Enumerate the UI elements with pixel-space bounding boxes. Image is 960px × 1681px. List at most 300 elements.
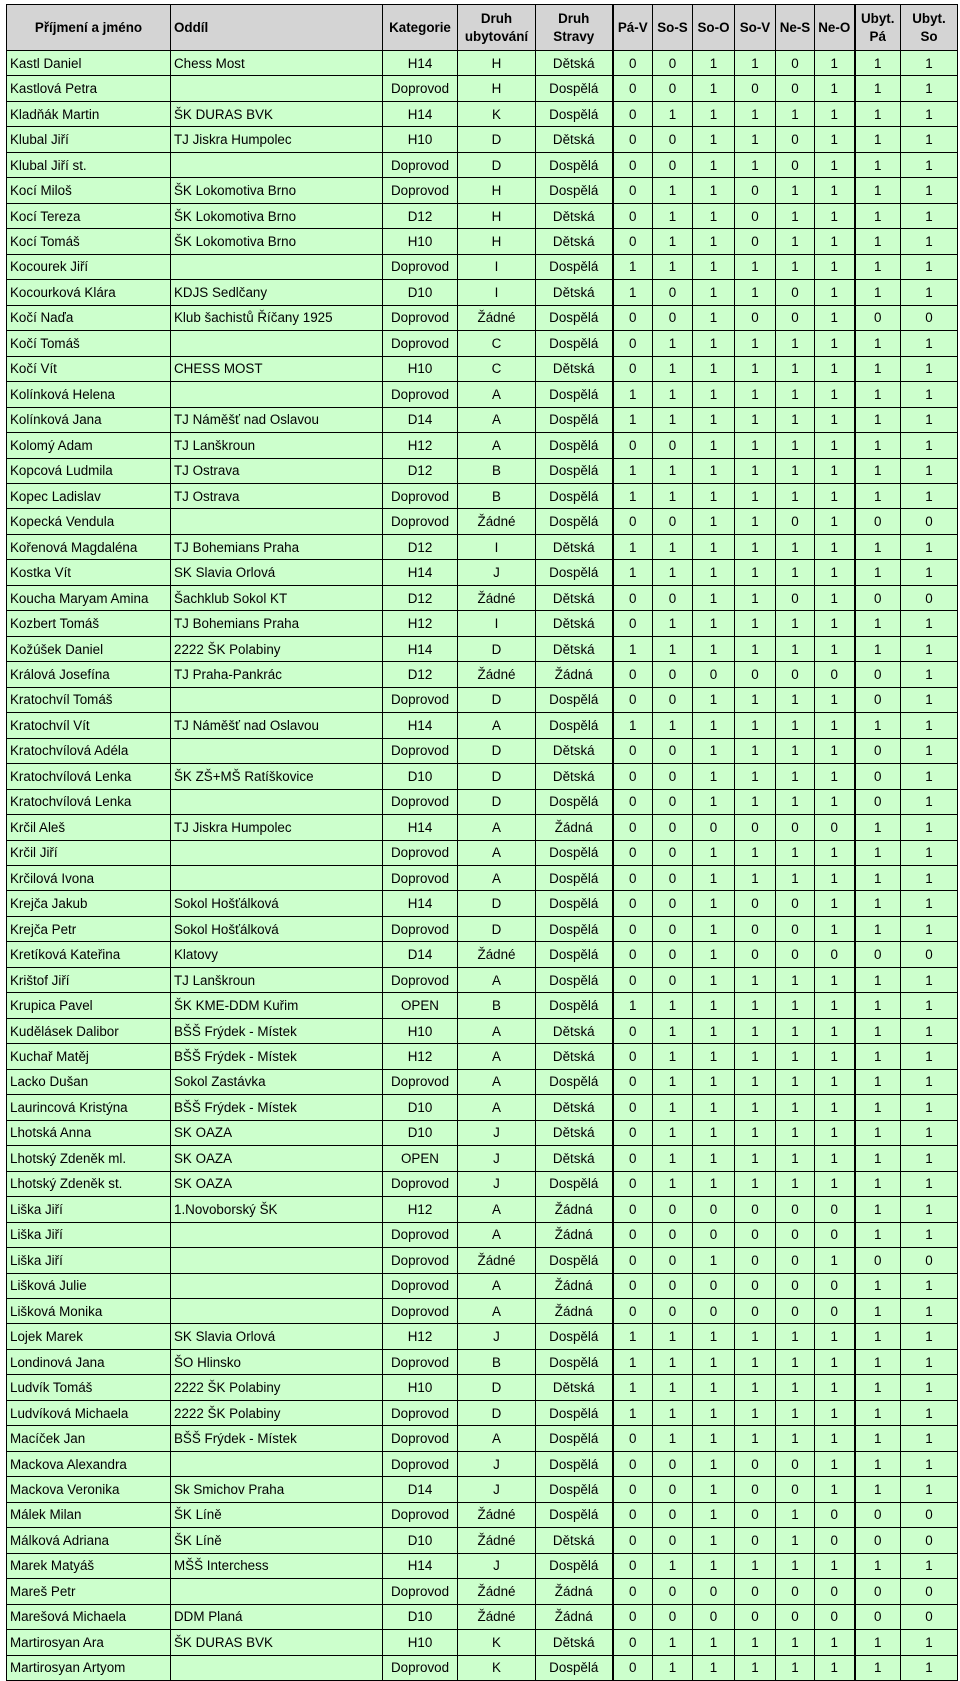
so-v-cell: 1 xyxy=(735,1655,776,1680)
club-cell: ŠK Lokomotiva Brno xyxy=(171,203,383,228)
ubyt-pa-cell: 1 xyxy=(855,407,901,432)
ne-s-cell: 0 xyxy=(776,1222,815,1247)
ubyt-pa-cell: 0 xyxy=(855,585,901,610)
ubyt-so-cell: 1 xyxy=(901,382,958,407)
accommodation-cell: Žádné xyxy=(458,1579,536,1604)
ne-s-cell: 1 xyxy=(776,356,815,381)
so-s-cell: 1 xyxy=(653,229,693,254)
pa-v-cell: 0 xyxy=(613,101,653,126)
club-cell: Klatovy xyxy=(171,942,383,967)
category-cell: H14 xyxy=(383,51,458,76)
table-row xyxy=(7,1630,958,1655)
name-cell: Mackova Alexandra xyxy=(7,1451,171,1476)
name-cell: Londinová Jana xyxy=(7,1349,171,1374)
category-cell: Doprovod xyxy=(383,509,458,534)
accommodation-cell: A xyxy=(458,1298,536,1323)
so-s-cell: 0 xyxy=(653,662,693,687)
so-s-cell: 1 xyxy=(653,1044,693,1069)
so-o-cell: 1 xyxy=(693,458,735,483)
category-cell: H14 xyxy=(383,560,458,585)
club-cell: ŠK Líně xyxy=(171,1528,383,1553)
category-cell: Doprovod xyxy=(383,866,458,891)
accommodation-cell: K xyxy=(458,101,536,126)
table-row xyxy=(7,331,958,356)
so-s-cell: 0 xyxy=(653,1298,693,1323)
name-cell: Kopecká Vendula xyxy=(7,509,171,534)
category-cell: Doprovod xyxy=(383,76,458,101)
so-s-cell: 1 xyxy=(653,1426,693,1451)
ne-s-cell: 1 xyxy=(776,203,815,228)
category-cell: Doprovod xyxy=(383,916,458,941)
ne-s-cell: 1 xyxy=(776,1069,815,1094)
pa-v-cell: 1 xyxy=(613,1400,653,1425)
meal-cell: Dospělá xyxy=(536,1502,613,1527)
meal-cell: Dospělá xyxy=(536,331,613,356)
meal-cell: Dospělá xyxy=(536,458,613,483)
accommodation-cell: A xyxy=(458,1222,536,1247)
name-cell: Macíček Jan xyxy=(7,1426,171,1451)
so-v-cell: 1 xyxy=(735,254,776,279)
accommodation-cell: J xyxy=(458,1553,536,1578)
pa-v-cell: 1 xyxy=(613,407,653,432)
ne-s-cell: 1 xyxy=(776,738,815,763)
name-cell: Ludvík Tomáš xyxy=(7,1375,171,1400)
name-cell: Lhotský Zdeněk st. xyxy=(7,1171,171,1196)
so-o-cell: 0 xyxy=(693,662,735,687)
ubyt-pa-cell: 1 xyxy=(855,229,901,254)
ne-o-cell: 1 xyxy=(815,76,855,101)
ne-s-cell: 0 xyxy=(776,815,815,840)
table-row xyxy=(7,356,958,381)
column-header-ne-o: Ne-O xyxy=(815,5,855,51)
category-cell: Doprovod xyxy=(383,1222,458,1247)
table-row xyxy=(7,1197,958,1222)
table-row xyxy=(7,1528,958,1553)
so-o-cell: 1 xyxy=(693,534,735,559)
accommodation-cell: D xyxy=(458,127,536,152)
category-cell: Doprovod xyxy=(383,1502,458,1527)
accommodation-cell: D xyxy=(458,687,536,712)
table-row xyxy=(7,152,958,177)
so-o-cell: 1 xyxy=(693,738,735,763)
so-s-cell: 1 xyxy=(653,1400,693,1425)
accommodation-cell: D xyxy=(458,891,536,916)
pa-v-cell: 0 xyxy=(613,331,653,356)
meal-cell: Dospělá xyxy=(536,1349,613,1374)
table-row xyxy=(7,1553,958,1578)
so-v-cell: 0 xyxy=(735,1298,776,1323)
pa-v-cell: 0 xyxy=(613,967,653,992)
table-row xyxy=(7,1069,958,1094)
ubyt-so-cell: 1 xyxy=(901,560,958,585)
pa-v-cell: 0 xyxy=(613,916,653,941)
so-s-cell: 1 xyxy=(653,331,693,356)
category-cell: Doprovod xyxy=(383,1171,458,1196)
category-cell: OPEN xyxy=(383,993,458,1018)
so-o-cell: 1 xyxy=(693,967,735,992)
table-row xyxy=(7,1248,958,1273)
name-cell: Krčil Jiří xyxy=(7,840,171,865)
so-s-cell: 1 xyxy=(653,1375,693,1400)
pa-v-cell: 0 xyxy=(613,840,653,865)
ubyt-so-cell: 1 xyxy=(901,331,958,356)
name-cell: Kretíková Kateřina xyxy=(7,942,171,967)
ubyt-so-cell: 0 xyxy=(901,942,958,967)
ne-o-cell: 1 xyxy=(815,713,855,738)
so-s-cell: 1 xyxy=(653,1553,693,1578)
name-cell: Krčilová Ivona xyxy=(7,866,171,891)
pa-v-cell: 0 xyxy=(613,1426,653,1451)
so-s-cell: 1 xyxy=(653,382,693,407)
so-v-cell: 1 xyxy=(735,51,776,76)
name-cell: Kopec Ladislav xyxy=(7,483,171,508)
so-s-cell: 1 xyxy=(653,101,693,126)
club-cell: TJ Náměšť nad Oslavou xyxy=(171,407,383,432)
meal-cell: Dospělá xyxy=(536,1426,613,1451)
so-o-cell: 1 xyxy=(693,713,735,738)
ne-s-cell: 0 xyxy=(776,1298,815,1323)
ubyt-so-cell: 0 xyxy=(901,1604,958,1629)
table-row xyxy=(7,1273,958,1298)
so-v-cell: 1 xyxy=(735,713,776,738)
table-row xyxy=(7,1120,958,1145)
accommodation-cell: Žádné xyxy=(458,1502,536,1527)
meal-cell: Dospělá xyxy=(536,560,613,585)
so-v-cell: 1 xyxy=(735,1324,776,1349)
accommodation-cell: D xyxy=(458,152,536,177)
meal-cell: Dospělá xyxy=(536,1171,613,1196)
ne-o-cell: 0 xyxy=(815,1502,855,1527)
so-o-cell: 1 xyxy=(693,305,735,330)
ne-s-cell: 0 xyxy=(776,916,815,941)
meal-cell: Dětská xyxy=(536,1095,613,1120)
accommodation-cell: I xyxy=(458,280,536,305)
ubyt-so-cell: 1 xyxy=(901,1298,958,1323)
pa-v-cell: 0 xyxy=(613,1553,653,1578)
ne-o-cell: 1 xyxy=(815,203,855,228)
meal-cell: Dospělá xyxy=(536,509,613,534)
ubyt-pa-cell: 1 xyxy=(855,967,901,992)
ubyt-so-cell: 1 xyxy=(901,1477,958,1502)
club-cell: 2222 ŠK Polabiny xyxy=(171,1375,383,1400)
category-cell: Doprovod xyxy=(383,1426,458,1451)
ne-s-cell: 0 xyxy=(776,662,815,687)
accommodation-cell: A xyxy=(458,1044,536,1069)
ne-s-cell: 1 xyxy=(776,1375,815,1400)
name-cell: Lhotský Zdeněk ml. xyxy=(7,1146,171,1171)
name-cell: Kozbert Tomáš xyxy=(7,611,171,636)
ubyt-so-cell: 1 xyxy=(901,1018,958,1043)
name-cell: Kastl Daniel xyxy=(7,51,171,76)
name-cell: Kratochvílová Lenka xyxy=(7,764,171,789)
ubyt-so-cell: 1 xyxy=(901,764,958,789)
ubyt-pa-cell: 1 xyxy=(855,382,901,407)
club-cell: ŠK KME-DDM Kuřim xyxy=(171,993,383,1018)
so-o-cell: 1 xyxy=(693,1426,735,1451)
accommodation-cell: B xyxy=(458,1349,536,1374)
club-cell xyxy=(171,1451,383,1476)
accommodation-cell: I xyxy=(458,534,536,559)
club-cell: ŠO Hlinsko xyxy=(171,1349,383,1374)
club-cell: TJ Ostrava xyxy=(171,458,383,483)
column-header-club: Oddíl xyxy=(171,5,383,51)
meal-cell: Žádná xyxy=(536,1579,613,1604)
pa-v-cell: 0 xyxy=(613,611,653,636)
so-s-cell: 1 xyxy=(653,458,693,483)
club-cell: SK OAZA xyxy=(171,1146,383,1171)
ubyt-so-cell: 1 xyxy=(901,967,958,992)
accommodation-cell: Žádné xyxy=(458,509,536,534)
table-row xyxy=(7,1502,958,1527)
table-row xyxy=(7,254,958,279)
table-row xyxy=(7,738,958,763)
ubyt-pa-cell: 1 xyxy=(855,127,901,152)
table-row xyxy=(7,1426,958,1451)
ubyt-so-cell: 1 xyxy=(901,483,958,508)
ubyt-so-cell: 1 xyxy=(901,1171,958,1196)
ubyt-so-cell: 1 xyxy=(901,1146,958,1171)
ubyt-pa-cell: 0 xyxy=(855,305,901,330)
club-cell xyxy=(171,1298,383,1323)
meal-cell: Žádná xyxy=(536,1604,613,1629)
pa-v-cell: 1 xyxy=(613,382,653,407)
ne-o-cell: 1 xyxy=(815,866,855,891)
so-v-cell: 1 xyxy=(735,585,776,610)
ubyt-pa-cell: 1 xyxy=(855,1273,901,1298)
category-cell: Doprovod xyxy=(383,789,458,814)
ubyt-pa-cell: 1 xyxy=(855,1095,901,1120)
meal-cell: Dětská xyxy=(536,203,613,228)
name-cell: Králová Josefína xyxy=(7,662,171,687)
table-row xyxy=(7,636,958,661)
club-cell xyxy=(171,509,383,534)
ne-o-cell: 0 xyxy=(815,1222,855,1247)
pa-v-cell: 0 xyxy=(613,1630,653,1655)
table-row xyxy=(7,967,958,992)
so-v-cell: 1 xyxy=(735,866,776,891)
pa-v-cell: 0 xyxy=(613,1171,653,1196)
so-s-cell: 1 xyxy=(653,1069,693,1094)
ubyt-so-cell: 1 xyxy=(901,51,958,76)
ne-o-cell: 1 xyxy=(815,483,855,508)
column-header-pa-v: Pá-V xyxy=(613,5,653,51)
so-v-cell: 1 xyxy=(735,1171,776,1196)
pa-v-cell: 0 xyxy=(613,789,653,814)
ne-o-cell: 1 xyxy=(815,789,855,814)
ne-s-cell: 1 xyxy=(776,611,815,636)
so-o-cell: 1 xyxy=(693,1502,735,1527)
ne-s-cell: 0 xyxy=(776,1273,815,1298)
ubyt-pa-cell: 1 xyxy=(855,916,901,941)
club-cell xyxy=(171,152,383,177)
ubyt-so-cell: 1 xyxy=(901,76,958,101)
table-row xyxy=(7,815,958,840)
ubyt-so-cell: 1 xyxy=(901,866,958,891)
meal-cell: Dospělá xyxy=(536,789,613,814)
meal-cell: Dospělá xyxy=(536,1451,613,1476)
accommodation-table xyxy=(6,4,958,1681)
category-cell: Doprovod xyxy=(383,1069,458,1094)
table-row xyxy=(7,585,958,610)
so-v-cell: 1 xyxy=(735,687,776,712)
accommodation-cell: D xyxy=(458,738,536,763)
club-cell xyxy=(171,866,383,891)
ubyt-pa-cell: 1 xyxy=(855,1324,901,1349)
pa-v-cell: 0 xyxy=(613,1222,653,1247)
ne-o-cell: 1 xyxy=(815,433,855,458)
ubyt-so-cell: 1 xyxy=(901,815,958,840)
so-o-cell: 1 xyxy=(693,891,735,916)
name-cell: Kočí Naďa xyxy=(7,305,171,330)
meal-cell: Dětská xyxy=(536,611,613,636)
accommodation-cell: J xyxy=(458,1451,536,1476)
ubyt-so-cell: 1 xyxy=(901,407,958,432)
name-cell: Kožúšek Daniel xyxy=(7,636,171,661)
ne-s-cell: 1 xyxy=(776,967,815,992)
name-cell: Kratochvíl Tomáš xyxy=(7,687,171,712)
ubyt-pa-cell: 0 xyxy=(855,687,901,712)
category-cell: D10 xyxy=(383,1528,458,1553)
meal-cell: Dospělá xyxy=(536,254,613,279)
pa-v-cell: 0 xyxy=(613,891,653,916)
name-cell: Málková Adriana xyxy=(7,1528,171,1553)
ubyt-so-cell: 1 xyxy=(901,891,958,916)
table-row xyxy=(7,1222,958,1247)
accommodation-cell: A xyxy=(458,1095,536,1120)
ubyt-so-cell: 0 xyxy=(901,1502,958,1527)
ne-s-cell: 1 xyxy=(776,433,815,458)
ubyt-pa-cell: 0 xyxy=(855,789,901,814)
so-v-cell: 0 xyxy=(735,1197,776,1222)
ne-o-cell: 1 xyxy=(815,1044,855,1069)
so-s-cell: 0 xyxy=(653,152,693,177)
ne-o-cell: 0 xyxy=(815,1298,855,1323)
club-cell xyxy=(171,331,383,356)
category-cell: D12 xyxy=(383,662,458,687)
ubyt-pa-cell: 1 xyxy=(855,356,901,381)
so-v-cell: 1 xyxy=(735,433,776,458)
meal-cell: Dospělá xyxy=(536,1655,613,1680)
pa-v-cell: 1 xyxy=(613,483,653,508)
club-cell: TJ Jiskra Humpolec xyxy=(171,815,383,840)
so-v-cell: 0 xyxy=(735,1477,776,1502)
so-v-cell: 1 xyxy=(735,840,776,865)
name-cell: Lišková Julie xyxy=(7,1273,171,1298)
ubyt-pa-cell: 1 xyxy=(855,1222,901,1247)
so-v-cell: 1 xyxy=(735,738,776,763)
so-s-cell: 1 xyxy=(653,560,693,585)
meal-cell: Dětská xyxy=(536,356,613,381)
pa-v-cell: 0 xyxy=(613,942,653,967)
club-cell: 1.Novoborský ŠK xyxy=(171,1197,383,1222)
so-s-cell: 1 xyxy=(653,483,693,508)
meal-cell: Dětská xyxy=(536,127,613,152)
category-cell: H10 xyxy=(383,127,458,152)
ubyt-pa-cell: 1 xyxy=(855,611,901,636)
pa-v-cell: 0 xyxy=(613,1273,653,1298)
accommodation-cell: H xyxy=(458,76,536,101)
ubyt-pa-cell: 1 xyxy=(855,636,901,661)
ne-o-cell: 1 xyxy=(815,1426,855,1451)
so-o-cell: 1 xyxy=(693,1655,735,1680)
so-v-cell: 1 xyxy=(735,356,776,381)
meal-cell: Dospělá xyxy=(536,1324,613,1349)
so-v-cell: 1 xyxy=(735,152,776,177)
ubyt-pa-cell: 1 xyxy=(855,483,901,508)
so-s-cell: 1 xyxy=(653,407,693,432)
pa-v-cell: 0 xyxy=(613,687,653,712)
name-cell: Liška Jiří xyxy=(7,1248,171,1273)
so-s-cell: 1 xyxy=(653,356,693,381)
accommodation-cell: D xyxy=(458,1375,536,1400)
club-cell: TJ Lanškroun xyxy=(171,433,383,458)
ne-o-cell: 1 xyxy=(815,1146,855,1171)
so-v-cell: 1 xyxy=(735,534,776,559)
accommodation-cell: D xyxy=(458,916,536,941)
ne-o-cell: 1 xyxy=(815,916,855,941)
ne-s-cell: 1 xyxy=(776,534,815,559)
ne-o-cell: 1 xyxy=(815,1655,855,1680)
ne-s-cell: 0 xyxy=(776,942,815,967)
name-cell: Kolomý Adam xyxy=(7,433,171,458)
meal-cell: Žádná xyxy=(536,1222,613,1247)
table-row xyxy=(7,713,958,738)
club-cell: ŠK DURAS BVK xyxy=(171,1630,383,1655)
column-header-category: Kategorie xyxy=(383,5,458,51)
category-cell: Doprovod xyxy=(383,152,458,177)
meal-cell: Žádná xyxy=(536,662,613,687)
ne-s-cell: 0 xyxy=(776,1197,815,1222)
club-cell: SK Slavia Orlová xyxy=(171,560,383,585)
accommodation-cell: B xyxy=(458,993,536,1018)
pa-v-cell: 0 xyxy=(613,815,653,840)
so-o-cell: 1 xyxy=(693,356,735,381)
meal-cell: Dětská xyxy=(536,1120,613,1145)
name-cell: Krištof Jiří xyxy=(7,967,171,992)
category-cell: H14 xyxy=(383,636,458,661)
so-v-cell: 1 xyxy=(735,1044,776,1069)
so-v-cell: 1 xyxy=(735,458,776,483)
so-o-cell: 1 xyxy=(693,1146,735,1171)
ne-s-cell: 0 xyxy=(776,509,815,534)
so-o-cell: 1 xyxy=(693,433,735,458)
column-header-ubyt-pa: Ubyt. Pá xyxy=(855,5,901,51)
ubyt-so-cell: 1 xyxy=(901,1375,958,1400)
so-v-cell: 0 xyxy=(735,1502,776,1527)
ubyt-pa-cell: 1 xyxy=(855,1120,901,1145)
so-o-cell: 1 xyxy=(693,866,735,891)
table-row xyxy=(7,687,958,712)
so-s-cell: 0 xyxy=(653,1197,693,1222)
table-row xyxy=(7,1146,958,1171)
ubyt-pa-cell: 1 xyxy=(855,280,901,305)
ubyt-so-cell: 1 xyxy=(901,1273,958,1298)
header-row xyxy=(7,5,958,51)
so-s-cell: 1 xyxy=(653,1018,693,1043)
ubyt-so-cell: 1 xyxy=(901,1400,958,1425)
ubyt-pa-cell: 1 xyxy=(855,1477,901,1502)
club-cell: ŠK Lokomotiva Brno xyxy=(171,229,383,254)
category-cell: Doprovod xyxy=(383,1451,458,1476)
ne-s-cell: 0 xyxy=(776,1248,815,1273)
accommodation-cell: Žádné xyxy=(458,662,536,687)
so-s-cell: 0 xyxy=(653,916,693,941)
ne-o-cell: 1 xyxy=(815,254,855,279)
ne-s-cell: 1 xyxy=(776,764,815,789)
so-s-cell: 0 xyxy=(653,305,693,330)
ubyt-pa-cell: 1 xyxy=(855,1400,901,1425)
accommodation-cell: K xyxy=(458,1630,536,1655)
